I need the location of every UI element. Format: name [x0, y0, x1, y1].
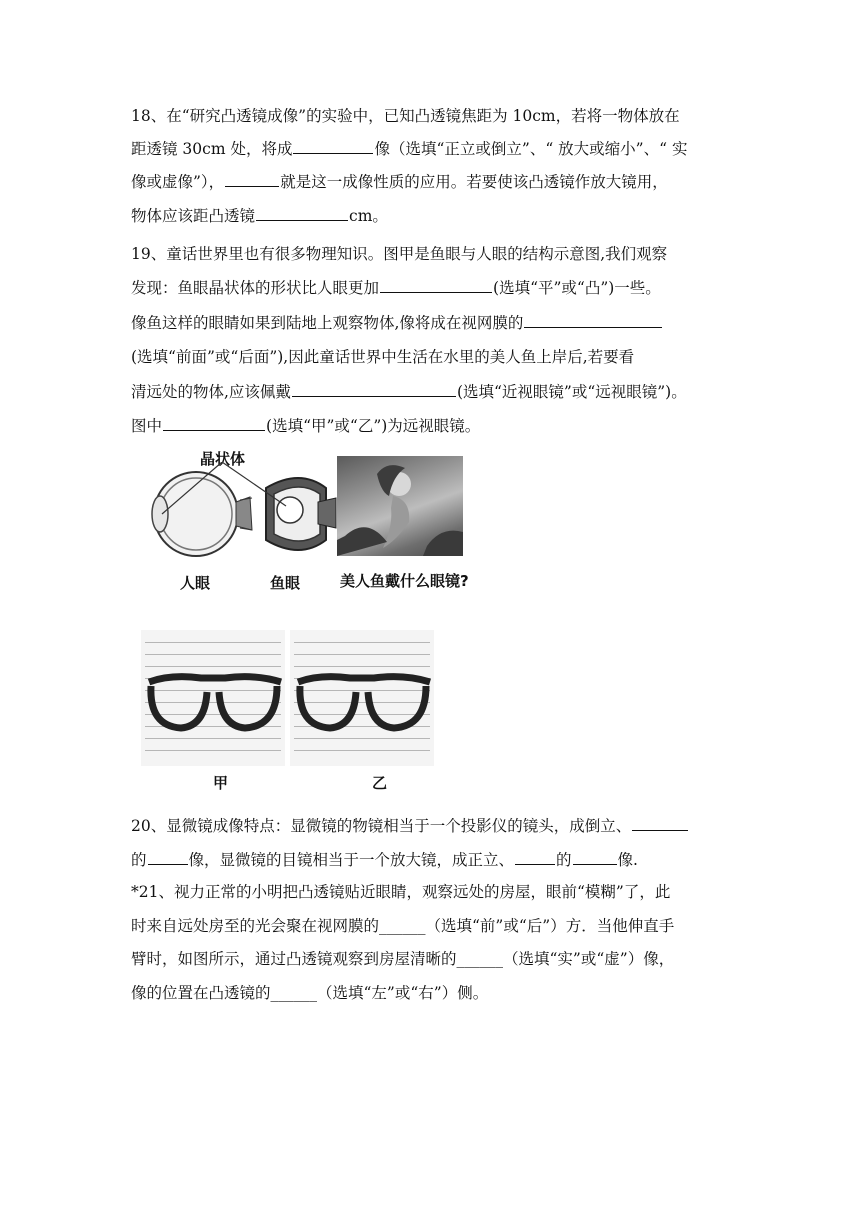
q18-text: 像或虚像”）， — [131, 173, 225, 191]
answer-blank[interactable] — [380, 277, 492, 293]
q20-text: 20、显微镜成像特点：显微镜的物镜相当于一个投影仪的镜头，成倒立、 — [131, 817, 632, 835]
q21-line-1: *21、视力正常的小明把凸透镜贴近眼睛，观察远处的房屋，眼前“模糊”了，此 — [131, 883, 671, 901]
q19-line-6 — [131, 415, 860, 437]
q20-text: 的 — [556, 851, 572, 869]
glasses-a-image — [141, 630, 285, 766]
q21-line-3: 臂时，如图所示，通过凸透镜观察到房屋清晰的______（选填“实”或“虚”）像， — [131, 950, 675, 968]
q19-text: 发现：鱼眼晶状体的形状比人眼更加 — [131, 279, 380, 297]
fish-eye-label: 鱼眼 — [270, 574, 301, 592]
q18-line-1: 18、在“研究凸透镜成像”的实验中，已知凸透镜焦距为 10cm，若将一物体放在 — [131, 107, 680, 125]
q19-text: 图中 — [131, 417, 163, 435]
q19-line-1: 19、童话世界里也有很多物理知识。图甲是鱼眼与人眼的结构示意图,我们观察 — [131, 245, 668, 263]
answer-blank[interactable] — [148, 849, 188, 865]
q21-line-4: 像的位置在凸透镜的______（选填“左”或“右”）侧。 — [131, 984, 489, 1002]
glasses-a-label: 甲 — [213, 774, 229, 792]
crystalline-lens-label: 晶状体 — [200, 450, 246, 468]
q18-text: 物体应该距凸透镜 — [131, 207, 256, 225]
q18-text: cm。 — [349, 207, 388, 225]
q20-text: 像. — [617, 851, 638, 869]
glasses-b-label: 乙 — [372, 774, 388, 792]
q19-text: (选填“近视眼镜”或“远视眼镜”)。 — [456, 383, 687, 401]
answer-blank[interactable] — [632, 815, 688, 831]
q18-text: 就是这一成像性质的应用。若要使该凸透镜作放大镜用， — [280, 173, 668, 191]
mermaid-image — [337, 456, 463, 556]
mermaid-caption: 美人鱼戴什么眼镜? — [340, 572, 469, 590]
q19-line-2 — [131, 277, 860, 299]
q18-line-2 — [131, 138, 860, 160]
q19-line-4: (选填“前面”或“后面”),因此童话世界中生活在水里的美人鱼上岸后,若要看 — [131, 348, 635, 366]
answer-blank[interactable] — [524, 312, 662, 328]
q20-text: 的 — [131, 851, 147, 869]
q18-line-4 — [131, 205, 860, 227]
q19-text: (选填“平”或“凸”)一些。 — [493, 279, 661, 297]
q18-text: 像（选填“正立或倒立”、“ 放大或缩小”、“ 实 — [374, 140, 688, 158]
q21-line-2: 时来自远处房至的光会聚在视网膜的______（选填“前”或“后”）方．当他伸直手 — [131, 917, 675, 935]
q19-text: 像鱼这样的眼睛如果到陆地上观察物体,像将成在视网膜的 — [131, 314, 524, 332]
answer-blank[interactable] — [293, 138, 373, 154]
q20-text: 像，显微镜的目镜相当于一个放大镜，成正立、 — [188, 851, 515, 869]
answer-blank[interactable] — [225, 171, 279, 187]
q20-line-1 — [131, 815, 860, 837]
answer-blank[interactable] — [163, 415, 265, 431]
q19-line-5 — [131, 381, 860, 403]
q19-text: (选填“甲”或“乙”)为远视眼镜。 — [266, 417, 481, 435]
answer-blank[interactable] — [292, 381, 456, 397]
q20-line-2 — [131, 849, 860, 871]
q18-text: 距透镜 30cm 处，将成 — [131, 140, 293, 158]
q19-text: 清远处的物体,应该佩戴 — [131, 383, 291, 401]
glasses-b-image — [290, 630, 434, 766]
answer-blank[interactable] — [256, 205, 348, 221]
answer-blank[interactable] — [515, 849, 555, 865]
answer-blank[interactable] — [573, 849, 617, 865]
q19-line-3 — [131, 312, 860, 334]
q18-line-3 — [131, 171, 860, 193]
eye-structure-diagram — [140, 462, 340, 566]
human-eye-label: 人眼 — [180, 574, 211, 592]
